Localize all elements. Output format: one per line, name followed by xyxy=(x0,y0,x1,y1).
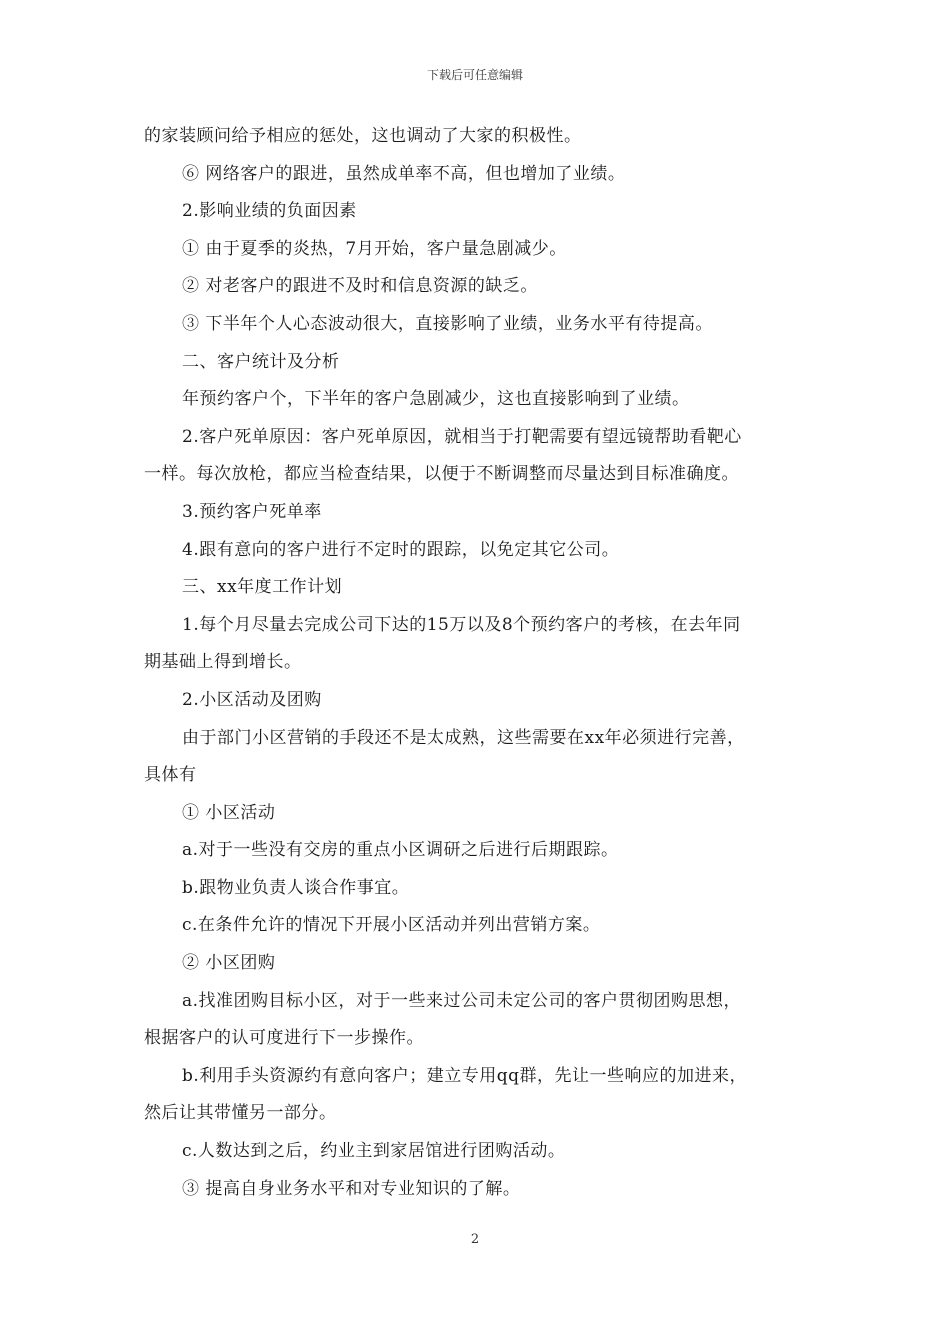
text-line: 具体有 xyxy=(144,765,197,786)
text-line: ⑥ 网络客户的跟进，虽然成单率不高，但也增加了业绩。 xyxy=(182,163,626,184)
text-line: ① 小区活动 xyxy=(182,802,276,823)
text-line: a.找准团购目标小区，对于一些来过公司未定公司的客户贯彻团购思想， xyxy=(182,990,742,1011)
text-line: 三、xx年度工作计划 xyxy=(182,577,343,598)
text-line: 然后让其带懂另一部分。 xyxy=(144,1103,337,1124)
page-number: 2 xyxy=(470,1232,480,1247)
text-line: 期基础上得到增长。 xyxy=(144,652,302,673)
text-line: c.在条件允许的情况下开展小区活动并列出营销方案。 xyxy=(182,915,601,936)
text-line: 1.每个月尽量去完成公司下达的15万以及8个预约客户的考核，在去年同 xyxy=(182,614,741,635)
text-line: a.对于一些没有交房的重点小区调研之后进行后期跟踪。 xyxy=(182,840,619,861)
text-line: ③ 提高自身业务水平和对专业知识的了解。 xyxy=(182,1178,521,1199)
text-line: ② 对老客户的跟进不及时和信息资源的缺乏。 xyxy=(182,276,538,297)
text-line: b.利用手头资源约有意向客户；建立专用qq群，先让一些响应的加进来， xyxy=(182,1065,748,1086)
text-line: 4.跟有意向的客户进行不定时的跟踪，以免定其它公司。 xyxy=(182,539,620,560)
text-line: 2.小区活动及团购 xyxy=(182,689,322,710)
text-line: 3.预约客户死单率 xyxy=(182,501,322,522)
text-line: ③ 下半年个人心态波动很大，直接影响了业绩，业务水平有待提高。 xyxy=(182,313,713,334)
page-header: 下载后可任意编辑 xyxy=(426,68,523,82)
document-body xyxy=(144,118,812,1208)
text-line: 的家装顾问给予相应的惩处，这也调动了大家的积极性。 xyxy=(144,126,582,146)
text-line: 年预约客户个，下半年的客户急剧减少，这也直接影响到了业绩。 xyxy=(182,389,690,410)
text-line: c.人数达到之后，约业主到家居馆进行团购活动。 xyxy=(182,1141,566,1162)
text-line: ① 由于夏季的炎热，7月开始，客户量急剧减少。 xyxy=(182,238,567,259)
text-line: 二、客户统计及分析 xyxy=(182,351,340,372)
text-line: b.跟物业负责人谈合作事宜。 xyxy=(182,877,410,898)
text-line: 2.影响业绩的负面因素 xyxy=(182,201,357,222)
text-line: ② 小区团购 xyxy=(182,953,276,974)
text-line: 根据客户的认可度进行下一步操作。 xyxy=(144,1028,424,1049)
text-line: 一样。每次放枪，都应当检查结果，以便于不断调整而尽量达到目标准确度。 xyxy=(144,464,739,485)
text-line: 2.客户死单原因：客户死单原因，就相当于打靶需要有望远镜帮助看靶心 xyxy=(182,426,742,447)
text-line: 由于部门小区营销的手段还不是太成熟，这些需要在xx年必须进行完善， xyxy=(182,727,745,748)
